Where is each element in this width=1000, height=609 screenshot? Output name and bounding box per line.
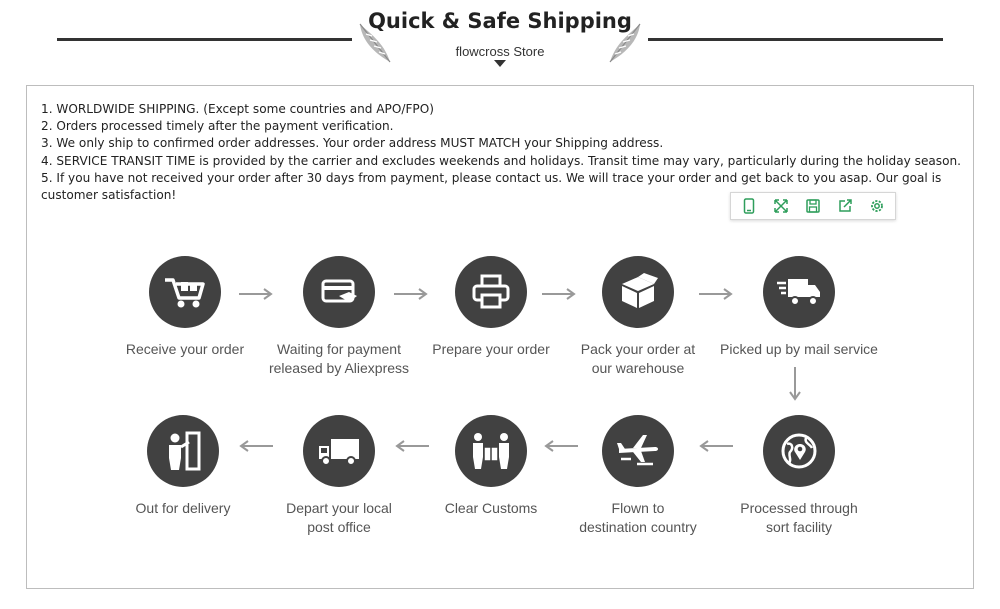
expand-button[interactable] <box>768 194 794 218</box>
step-clear-customs <box>406 415 576 518</box>
step-out-for-delivery <box>98 415 268 518</box>
step-circle <box>763 415 835 487</box>
step-label: Processed through sort facility <box>740 500 858 535</box>
globe-pin-icon <box>778 430 820 472</box>
step-label: Clear Customs <box>444 500 538 516</box>
page-title: Quick & Safe Shipping <box>368 9 632 33</box>
fast-truck-icon <box>776 275 822 309</box>
arrow-right-icon <box>393 288 429 300</box>
step-label: Flown to destination country <box>579 500 697 535</box>
arrow-right-icon <box>541 288 577 300</box>
caret-down-icon <box>494 60 506 67</box>
policy-item: 1. WORLDWIDE SHIPPING. (Except some countries and APO/FPO) <box>41 102 434 116</box>
policy-item: 2. Orders processed timely after the payment verification. <box>41 119 394 134</box>
step-label: Pack your order at our warehouse <box>580 341 696 376</box>
arrow-left-icon <box>238 440 274 452</box>
customs-officers-icon <box>469 431 513 471</box>
step-waiting-payment <box>254 256 424 378</box>
step-pack-order <box>553 256 723 378</box>
printer-icon <box>471 274 511 310</box>
courier-door-icon <box>163 430 203 472</box>
step-circle <box>455 415 527 487</box>
step-depart-post-office <box>254 415 424 537</box>
step-label: Prepare your order <box>432 341 550 357</box>
share-icon <box>837 198 853 214</box>
settings-button[interactable] <box>864 194 890 218</box>
step-circle <box>763 256 835 328</box>
policy-item: 5. If you have not received your order after 30 days from payment, please contact us. We will trace your order and get back to you asap. Our goal is customer satisfaction! <box>41 170 942 203</box>
shipping-policy-list <box>41 101 966 204</box>
step-flown <box>553 415 723 537</box>
arrow-left-icon <box>698 440 734 452</box>
airplane-icon <box>615 432 661 470</box>
step-circle <box>455 256 527 328</box>
card-payment-icon <box>319 276 359 308</box>
step-sort-facility <box>714 415 884 537</box>
arrow-right-icon <box>238 288 274 300</box>
step-circle <box>602 256 674 328</box>
arrow-left-icon <box>394 440 430 452</box>
policy-item: 3. We only ship to confirmed order addresses. Your order address MUST MATCH your Shipping address. <box>41 136 664 151</box>
delivery-truck-icon <box>317 434 361 468</box>
header-rule-left <box>57 38 352 41</box>
mobile-view-button[interactable] <box>736 194 762 218</box>
settings-icon <box>869 198 885 214</box>
header-rule-right <box>648 38 943 41</box>
step-label: Depart your local post office <box>286 500 392 535</box>
step-label: Picked up by mail service <box>720 341 878 357</box>
expand-icon <box>773 198 789 214</box>
arrow-left-icon <box>543 440 579 452</box>
save-icon <box>805 198 821 214</box>
policy-item: 4. SERVICE TRANSIT TIME is provided by the carrier and excludes weekends and holidays. Transit time may vary, particularly during the holiday season. <box>41 153 962 168</box>
step-prepare-order <box>406 256 576 359</box>
step-circle <box>303 415 375 487</box>
mobile-icon <box>742 198 756 214</box>
arrow-right-icon <box>698 288 734 300</box>
step-picked-up <box>714 256 884 359</box>
step-label: Receive your order <box>125 341 245 357</box>
step-circle <box>303 256 375 328</box>
save-button[interactable] <box>800 194 826 218</box>
image-toolbar <box>730 192 896 220</box>
step-circle <box>149 256 221 328</box>
box-icon <box>616 272 660 312</box>
step-label: Out for delivery <box>135 500 231 516</box>
step-circle <box>602 415 674 487</box>
arrow-down-icon <box>789 366 801 402</box>
share-button[interactable] <box>832 194 858 218</box>
step-receive-order <box>100 256 270 359</box>
cart-icon <box>163 274 207 310</box>
step-circle <box>147 415 219 487</box>
store-name-link[interactable]: flowcross Store <box>455 44 545 59</box>
step-label: Waiting for payment released by Aliexpress <box>268 341 410 376</box>
